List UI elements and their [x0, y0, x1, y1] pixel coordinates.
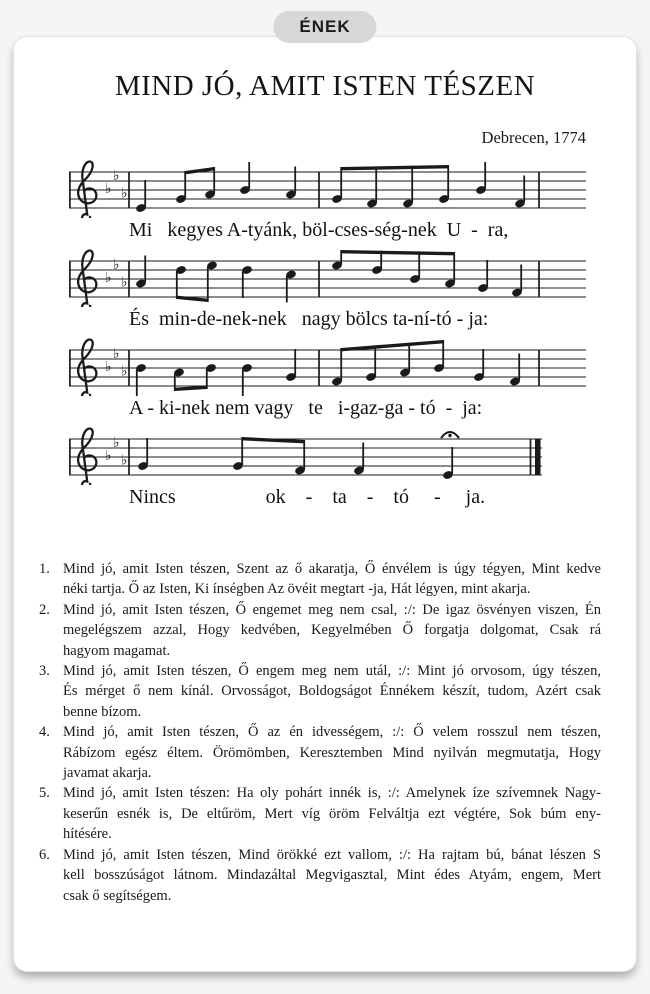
page-title: MIND JÓ, AMIT ISTEN TÉSZEN	[114, 70, 536, 102]
verse-text	[63, 600, 601, 661]
verse-row	[39, 845, 601, 906]
flat-sign-icon: ♭	[105, 270, 112, 286]
verse-text-line: Mind jó, amit Isten tészen, Ő engemet meg nem csal, :/: De igaz ösvényen viszen, Én	[63, 601, 601, 618]
lyric-line: A - ki-nek nem vagy te i-gaz-ga - tó - ja:	[129, 397, 483, 419]
verse-text-line: Mind jó, amit Isten tészen, Ő az én idvességem, :/: Ő velem rosszul nem tészen,	[63, 724, 601, 741]
hymn-page-card	[13, 36, 637, 972]
music-system-3	[69, 334, 586, 420]
verse-number: 3.	[39, 663, 50, 680]
melody-attribution: Debrecen, 1774	[481, 128, 586, 147]
verse-text-line: csak ő segítségem.	[63, 887, 172, 904]
music-staff	[69, 156, 586, 218]
flat-sign-icon: ♭	[113, 346, 120, 362]
lyric-line: Nincs ok - ta - tó - ja.	[129, 486, 486, 508]
flat-sign-icon: ♭	[105, 181, 112, 197]
verse-text-line: hítésére.	[63, 826, 112, 843]
flat-sign-icon: ♭	[113, 168, 120, 184]
flat-sign-icon: ♭	[113, 257, 120, 273]
verse-text	[63, 722, 601, 783]
verse-text-line: javamat akarja.	[63, 765, 152, 782]
category-tab-enek[interactable]: ÉNEK	[273, 11, 376, 43]
flat-sign-icon: ♭	[121, 363, 128, 380]
verse-text-line: És mérget ő nem kínál. Orvosságot, Boldogságot Énnékem készít, tudom, Azért csak	[63, 683, 601, 700]
verse-text-line: keserűn esnék is, De eltűröm, Mert víg öröm Felváltja ezt végtére, Sok búm eny-	[63, 805, 601, 822]
verse-text-line: Rábízom egész éltem. Örömömben, Keresztemben Mind nyilván megmutatja, Hogy	[63, 744, 601, 761]
verse-text-line: hagyom magamat.	[63, 642, 171, 659]
flat-sign-icon: ♭	[121, 274, 128, 291]
verse-text-line: kell bosszúságot látnom. Mindazáltal Megvigasztal, Mint édes Atyám, engem, Mert	[63, 867, 601, 884]
verse-text-line: Mind jó, amit Isten tészen, Mind örökké ezt vallom, :/: Ha rajtam bú, bánat lészen S	[63, 846, 601, 863]
music-staff	[69, 423, 586, 485]
verse-list	[39, 559, 601, 906]
verse-number: 4.	[39, 724, 50, 741]
verse-text-line: Mind jó, amit Isten tészen, Szent az ő akaratja, Ő énvélem is úgy tégyen, Mint kedve	[63, 561, 601, 577]
verse-text	[63, 845, 601, 906]
verse-row	[39, 559, 601, 600]
verse-text	[63, 783, 601, 844]
verse-text-line: megelégszem azzal, Hogy kedvében, Kegyelmében Ő forgatja dolgomat, Csak rá	[63, 622, 601, 639]
verse-text	[63, 559, 601, 600]
music-system-2	[69, 245, 586, 331]
flat-sign-icon: ♭	[121, 452, 128, 469]
verse-text-line: Mind jó, amit Isten tészen: Ha oly pohárt innék is, :/: Amelynek íze szívemnek Nagy-	[63, 785, 601, 802]
verse-text-line: Mind jó, amit Isten tészen, Ő engem meg nem utál, :/: Mint jó orvosom, úgy tészen,	[63, 663, 601, 680]
flat-sign-icon: ♭	[105, 448, 112, 464]
verse-number: 6.	[39, 846, 50, 863]
verse-text-line: benne bízom.	[63, 703, 142, 720]
verse-number: 2.	[39, 601, 50, 618]
music-system-4	[69, 423, 586, 509]
verse-text-line: néki tartja. Ő az Isten, Ki ínségben Az övéit megtart -ja, Hát légyen, mint akarja.	[63, 581, 531, 598]
flat-sign-icon: ♭	[113, 435, 120, 451]
music-notation	[69, 156, 586, 509]
verse-row	[39, 600, 601, 661]
flat-sign-icon: ♭	[105, 359, 112, 375]
lyric-line: Mi kegyes A-tyánk, böl-cses-ség-nek U - ra,	[129, 219, 509, 241]
verse-row	[39, 783, 601, 844]
music-staff	[69, 245, 586, 307]
verse-row	[39, 661, 601, 722]
lyric-line: És min-de-nek-nek nagy bölcs ta-ní-tó - ja:	[129, 308, 489, 330]
music-system-1	[69, 156, 586, 242]
verse-text	[63, 661, 601, 722]
verse-number: 5.	[39, 785, 50, 802]
music-staff	[69, 334, 586, 396]
flat-sign-icon: ♭	[121, 185, 128, 202]
verse-row	[39, 722, 601, 783]
verse-number: 1.	[39, 561, 50, 577]
